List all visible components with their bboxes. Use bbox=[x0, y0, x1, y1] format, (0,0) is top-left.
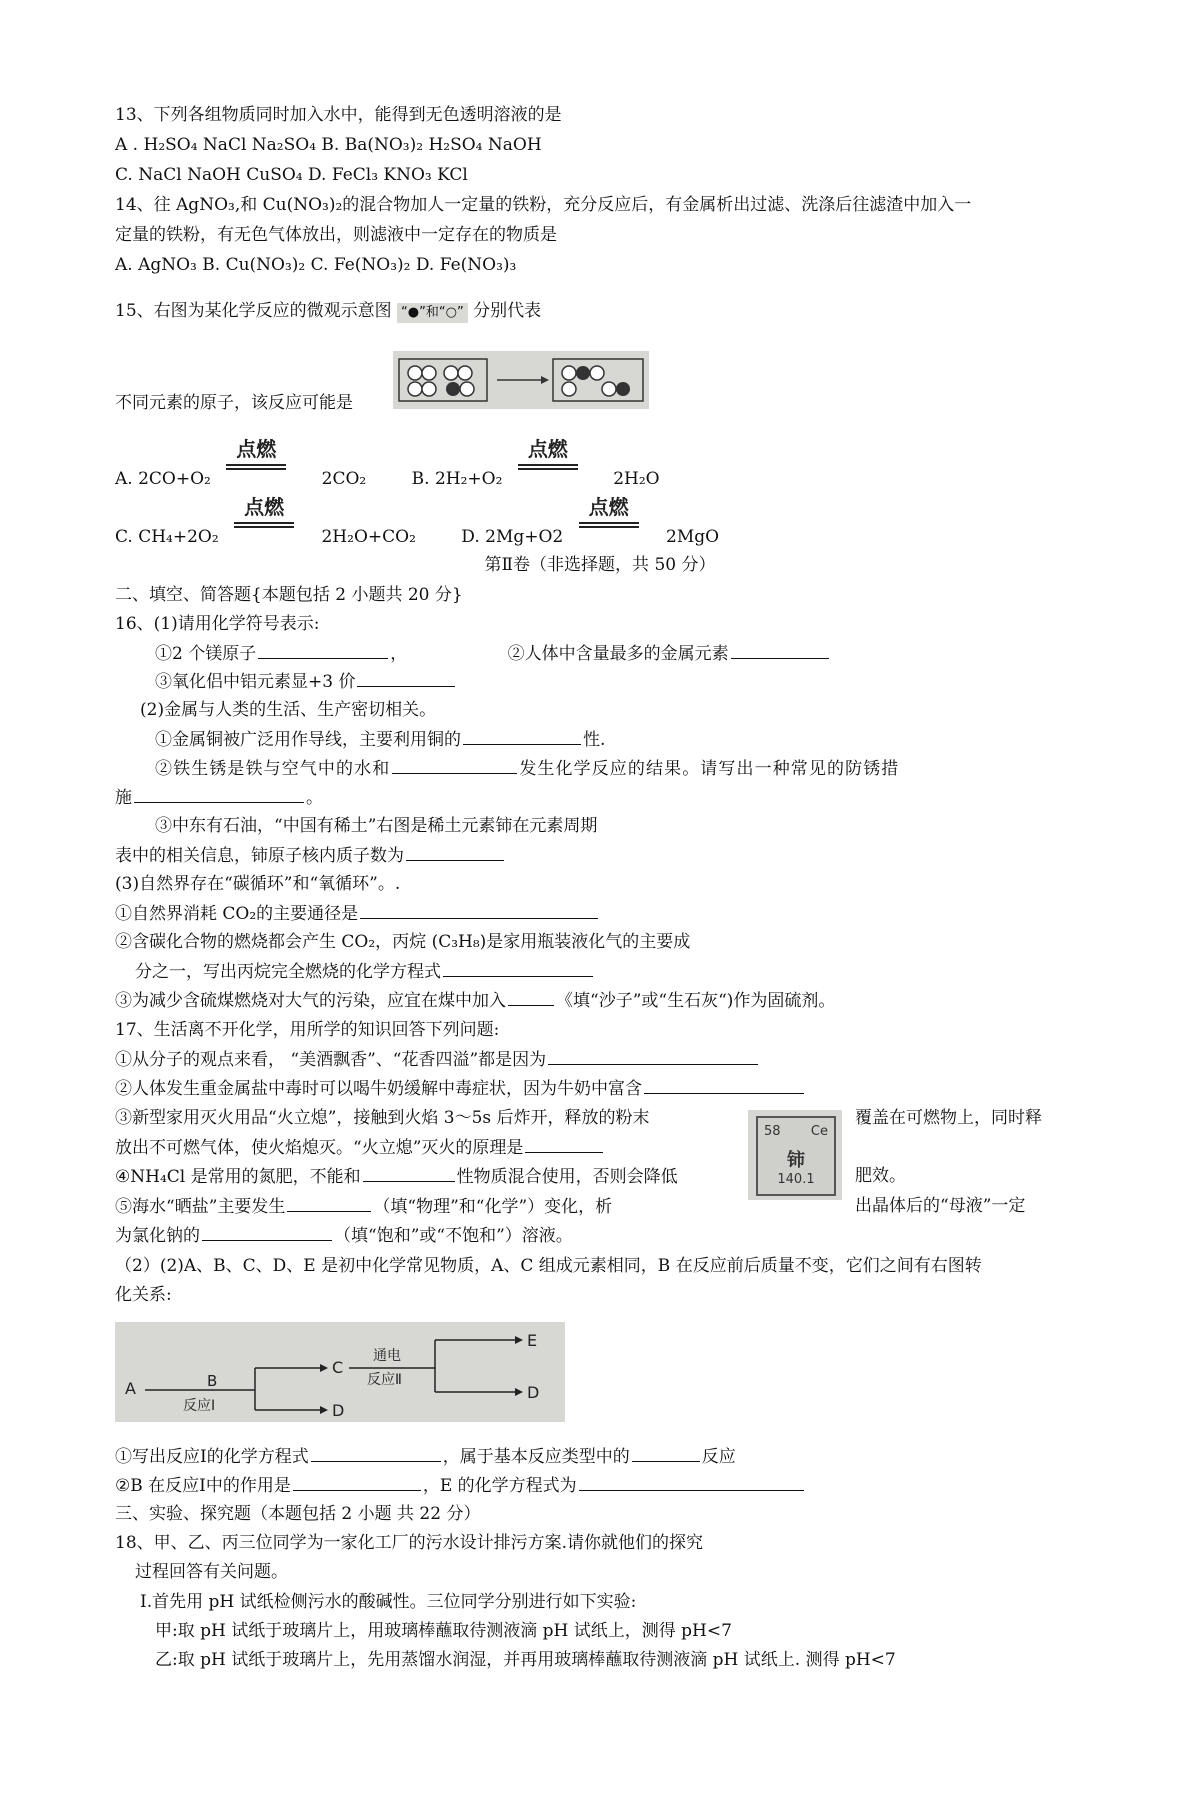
q17-l5a: 放出不可燃气体，使火焰熄灭。“火立熄”灭火的原理是 bbox=[115, 1138, 524, 1158]
q18-line-3: Ⅰ.首先用 pH 试纸检侧污水的酸碱性。三位同学分别进行如下实验: bbox=[140, 1592, 637, 1612]
q17-line-6 bbox=[115, 1195, 612, 1218]
flow-a: A bbox=[125, 1379, 136, 1398]
atom-legend-text: “●”和“○” bbox=[401, 305, 464, 320]
q17-l12b: ，E 的化学方程式为 bbox=[422, 1476, 577, 1496]
answer-blank[interactable] bbox=[202, 1224, 332, 1241]
q17-l6b: 性物质混合使用，否则会降低 bbox=[456, 1167, 678, 1187]
q16-l14b: 《填“沙子”或“生石灰“)作为固硫剂。 bbox=[556, 991, 836, 1011]
element-mass: 140.1 bbox=[777, 1172, 815, 1187]
q15-a-right: 2CO₂ bbox=[321, 469, 367, 489]
q16-l6b: 发生化学反应的结果。请写出一种常见的防锈措 bbox=[519, 759, 900, 779]
element-name: 铈 bbox=[787, 1150, 805, 1171]
q16-line-1 bbox=[155, 642, 831, 665]
q15-stem-b: 分别代表 bbox=[473, 301, 542, 321]
q16-l7b: 。 bbox=[306, 788, 323, 808]
section2-heading: 二、填空、简答题{本题包括 2 小题共 20 分} bbox=[115, 585, 463, 605]
q16-line-8 bbox=[115, 902, 600, 925]
q17-intro: 17、生活离不开化学，用所学的知识回答下列问题: bbox=[115, 1020, 500, 1040]
answer-blank[interactable] bbox=[392, 757, 517, 774]
q17-l7a: ⑤海水“晒盐”主要发生 bbox=[115, 1197, 286, 1217]
q17-l4a: ③新型家用灭火用品“火立熄”，接触到火焰 3～5s 后炸开，释放的粉末 bbox=[115, 1108, 650, 1128]
q15-b-right: 2H₂O bbox=[613, 469, 660, 489]
answer-blank[interactable] bbox=[443, 960, 593, 977]
q17-l8a: 为氯化钠的 bbox=[115, 1226, 200, 1246]
flow-b: B bbox=[207, 1372, 218, 1390]
answer-blank[interactable] bbox=[287, 1195, 371, 1212]
q17-line-5 bbox=[115, 1165, 678, 1188]
q16-l2c: ②人体中含量最多的金属元素 bbox=[507, 644, 729, 664]
q16-l9: 表中的相关信息，铈原子核内质子数为 bbox=[115, 846, 404, 866]
section3-heading: 三、实验、探究题（本题包括 2 小题 共 22 分） bbox=[115, 1504, 481, 1524]
answer-blank[interactable] bbox=[258, 642, 388, 659]
q17-line-2 bbox=[115, 1077, 806, 1100]
q17-line-1 bbox=[115, 1048, 760, 1071]
q17-l8b: （填“饱和”或“不饱和”）溶液。 bbox=[334, 1226, 573, 1246]
q18-line-5: 乙:取 pH 试纸于玻璃片上，先用蒸馏水润湿，并再用玻璃棒蘸取待测液滴 pH 试纸上. 测得 pH<7 bbox=[155, 1650, 896, 1670]
element-card bbox=[756, 1116, 836, 1196]
q16-l13: 分之一，写出丙烷完全燃烧的化学方程式 bbox=[135, 962, 441, 982]
q18-line-4: 甲:取 pH 试纸于玻璃片上，用玻璃棒蘸取待测液滴 pH 试纸上，测得 pH<7 bbox=[155, 1621, 732, 1641]
reaction-micro-diagram bbox=[393, 351, 649, 409]
answer-blank[interactable] bbox=[311, 1445, 441, 1462]
answer-blank[interactable] bbox=[134, 786, 304, 803]
q15-c-left: C. CH₄+2O₂ bbox=[115, 527, 219, 547]
q17-l11a: ①写出反应Ⅰ的化学方程式 bbox=[115, 1447, 309, 1467]
ignite-condition-a bbox=[226, 437, 286, 484]
answer-blank[interactable] bbox=[525, 1136, 603, 1153]
q18-line-2: 过程回答有关问题。 bbox=[135, 1562, 288, 1582]
answer-blank[interactable] bbox=[632, 1445, 700, 1462]
q15-c-right: 2H₂O+CO₂ bbox=[321, 527, 416, 547]
q17-line-4 bbox=[115, 1136, 605, 1159]
ignite-condition-b bbox=[518, 437, 578, 484]
q16-l3: ③氧化侣中铝元素显+3 价 bbox=[155, 672, 356, 692]
ignite-label-a: 点燃 bbox=[236, 437, 277, 461]
q18-line-1: 18、甲、乙、丙三位同学为一家化工厂的污水设计排污方案.请你就他们的探究 bbox=[115, 1533, 704, 1553]
q14-options: A. AgNO₃ B. Cu(NO₃)₂ C. Fe(NO₃)₂ D. Fe(NO₃)₃ bbox=[115, 255, 517, 275]
reaction-flow-diagram bbox=[115, 1322, 565, 1422]
flow-c: C bbox=[332, 1358, 344, 1377]
q17-line-3 bbox=[115, 1107, 650, 1129]
q16-line-6: ③中东有石油，“中国有稀土”右图是稀土元素铈在元素周期 bbox=[155, 816, 598, 836]
q16-l2b: ， bbox=[390, 644, 408, 664]
q16-line-3 bbox=[155, 728, 605, 751]
ignite-label-d: 点燃 bbox=[588, 495, 629, 519]
answer-blank[interactable] bbox=[644, 1077, 804, 1094]
q15-d-left: D. 2Mg+O2 bbox=[461, 527, 564, 547]
q17-line-3b: 覆盖在可燃物上，同时释 bbox=[855, 1108, 1042, 1128]
reaction-micro-svg bbox=[393, 351, 649, 409]
q14-stem-line1: 14、往 AgNO₃,和 Cu(NO₃)₂的混合物加人一定量的铁粉，充分反应后，有金属析出过滤、洗涤后往滤渣中加入一 bbox=[115, 195, 972, 215]
q17-part2-line4 bbox=[115, 1474, 806, 1497]
ignite-condition-c bbox=[234, 495, 294, 542]
ignite-label-b: 点燃 bbox=[527, 437, 568, 461]
answer-blank[interactable] bbox=[731, 642, 829, 659]
q17-l12a: ②B 在反应Ⅰ中的作用是 bbox=[115, 1476, 291, 1496]
q13-stem: 13、下列各组物质同时加入水中，能得到无色透明溶液的是 bbox=[115, 105, 562, 125]
q17-l6a: ④NH₄Cl 是常用的氮肥，不能和 bbox=[115, 1167, 361, 1187]
q17-l11b: ，属于基本反应类型中的 bbox=[442, 1447, 630, 1467]
flow-e: E bbox=[527, 1331, 538, 1350]
answer-blank[interactable] bbox=[579, 1474, 804, 1491]
answer-blank[interactable] bbox=[360, 902, 598, 919]
q15-stem-line2: 不同元素的原子，该反应可能是 bbox=[115, 393, 353, 413]
answer-blank[interactable] bbox=[357, 670, 455, 687]
q15-d-right: 2MgO bbox=[666, 527, 720, 547]
q16-l11: ①自然界消耗 CO₂的主要通径是 bbox=[115, 904, 359, 924]
answer-blank[interactable] bbox=[548, 1048, 758, 1065]
q16-intro: 16、(1)请用化学符号表示: bbox=[115, 614, 320, 634]
q17-part2-line3 bbox=[115, 1445, 736, 1468]
q13-options-cd: C. NaCl NaOH CuSO₄ D. FeCl₃ KNO₃ KCl bbox=[115, 165, 468, 185]
q16-line-9: ②含碳化合物的燃烧都会产生 CO₂，丙烷 (C₃H₈)是家用瓶装液化气的主要成 bbox=[115, 932, 691, 952]
ignite-label-c: 点燃 bbox=[244, 495, 285, 519]
element-symbol: Ce bbox=[810, 1124, 828, 1139]
answer-blank[interactable] bbox=[508, 989, 554, 1006]
answer-blank[interactable] bbox=[406, 844, 504, 861]
ignite-condition-d bbox=[579, 495, 639, 542]
q15-stem-a: 15、右图为某化学反应的微观示意图 bbox=[115, 301, 392, 321]
q17-part2-line2: 化关系: bbox=[115, 1285, 172, 1305]
q17-line-6b: 出晶体后的“母液”一定 bbox=[855, 1196, 1026, 1216]
flow-power: 通电 bbox=[373, 1348, 401, 1364]
q16-line-7 bbox=[115, 844, 506, 867]
q14-stem-line2: 定量的铁粉，有无色气体放出，则滤液中一定存在的物质是 bbox=[115, 225, 557, 245]
q16-line-2 bbox=[155, 670, 457, 693]
q16-line-4 bbox=[155, 757, 899, 780]
q16-l5b: 性. bbox=[583, 730, 606, 750]
element-card-photo bbox=[748, 1110, 842, 1200]
q16-l7a: 施 bbox=[115, 788, 132, 808]
q17-line-7 bbox=[115, 1224, 573, 1247]
q16-l14a: ③为减少含硫煤燃烧对大气的污染，应宜在煤中加入 bbox=[115, 991, 506, 1011]
answer-blank[interactable] bbox=[363, 1165, 455, 1182]
q15-options-cd bbox=[115, 495, 720, 548]
q17-line-5b: 肥效。 bbox=[855, 1166, 906, 1186]
q16-part3: (3)自然界存在“碳循环”和“氧循环”。. bbox=[115, 874, 401, 894]
q17-l3: ②人体发生重金属盐中毒时可以喝牛奶缓解中毒症状，因为牛奶中富含 bbox=[115, 1079, 642, 1099]
answer-blank[interactable] bbox=[293, 1474, 421, 1491]
flow-d2: D bbox=[527, 1383, 540, 1402]
q16-line-10 bbox=[135, 960, 595, 983]
element-number: 58 bbox=[764, 1124, 781, 1139]
flow-reaction2: 反应Ⅱ bbox=[367, 1372, 402, 1388]
q17-l7b: （填“物理”和“化学”）变化，析 bbox=[373, 1197, 613, 1217]
q16-l2a: ①2 个镁原子 bbox=[155, 644, 257, 664]
flow-svg bbox=[115, 1322, 565, 1422]
atom-legend bbox=[397, 303, 468, 323]
part2-title: 第Ⅱ卷（非选择题，共 50 分） bbox=[484, 555, 716, 575]
q15-b-left: B. 2H₂+O₂ bbox=[411, 469, 503, 489]
q16-line-11 bbox=[115, 989, 835, 1012]
q15-a-left: A. 2CO+O₂ bbox=[115, 469, 211, 489]
q17-part2-line1: （2）(2)A、B、C、D、E 是初中化学常见物质，A、C 组成元素相同，B 在反应前后质量不变，它们之间有右图转 bbox=[115, 1256, 982, 1276]
q15-options-ab bbox=[115, 437, 660, 490]
q16-line-5 bbox=[115, 786, 323, 809]
q16-l6a: ②铁生锈是铁与空气中的水和 bbox=[155, 759, 391, 779]
q16-l5a: ①金属铜被广泛用作导线，主要利用铜的 bbox=[155, 730, 461, 750]
answer-blank[interactable] bbox=[463, 728, 581, 745]
q16-part2: (2)金属与人类的生活、生产密切相关。 bbox=[140, 700, 437, 720]
q17-l2: ①从分子的观点来看， “美酒飘香”、“花香四溢”都是因为 bbox=[115, 1050, 547, 1070]
q17-l11c: 反应 bbox=[701, 1447, 736, 1467]
flow-d1: D bbox=[332, 1401, 345, 1420]
flow-reaction1: 反应Ⅰ bbox=[183, 1398, 216, 1414]
q15-stem-line1 bbox=[115, 300, 541, 323]
q13-options-ab: A . H₂SO₄ NaCl Na₂SO₄ B. Ba(NO₃)₂ H₂SO₄ NaOH bbox=[115, 135, 542, 155]
